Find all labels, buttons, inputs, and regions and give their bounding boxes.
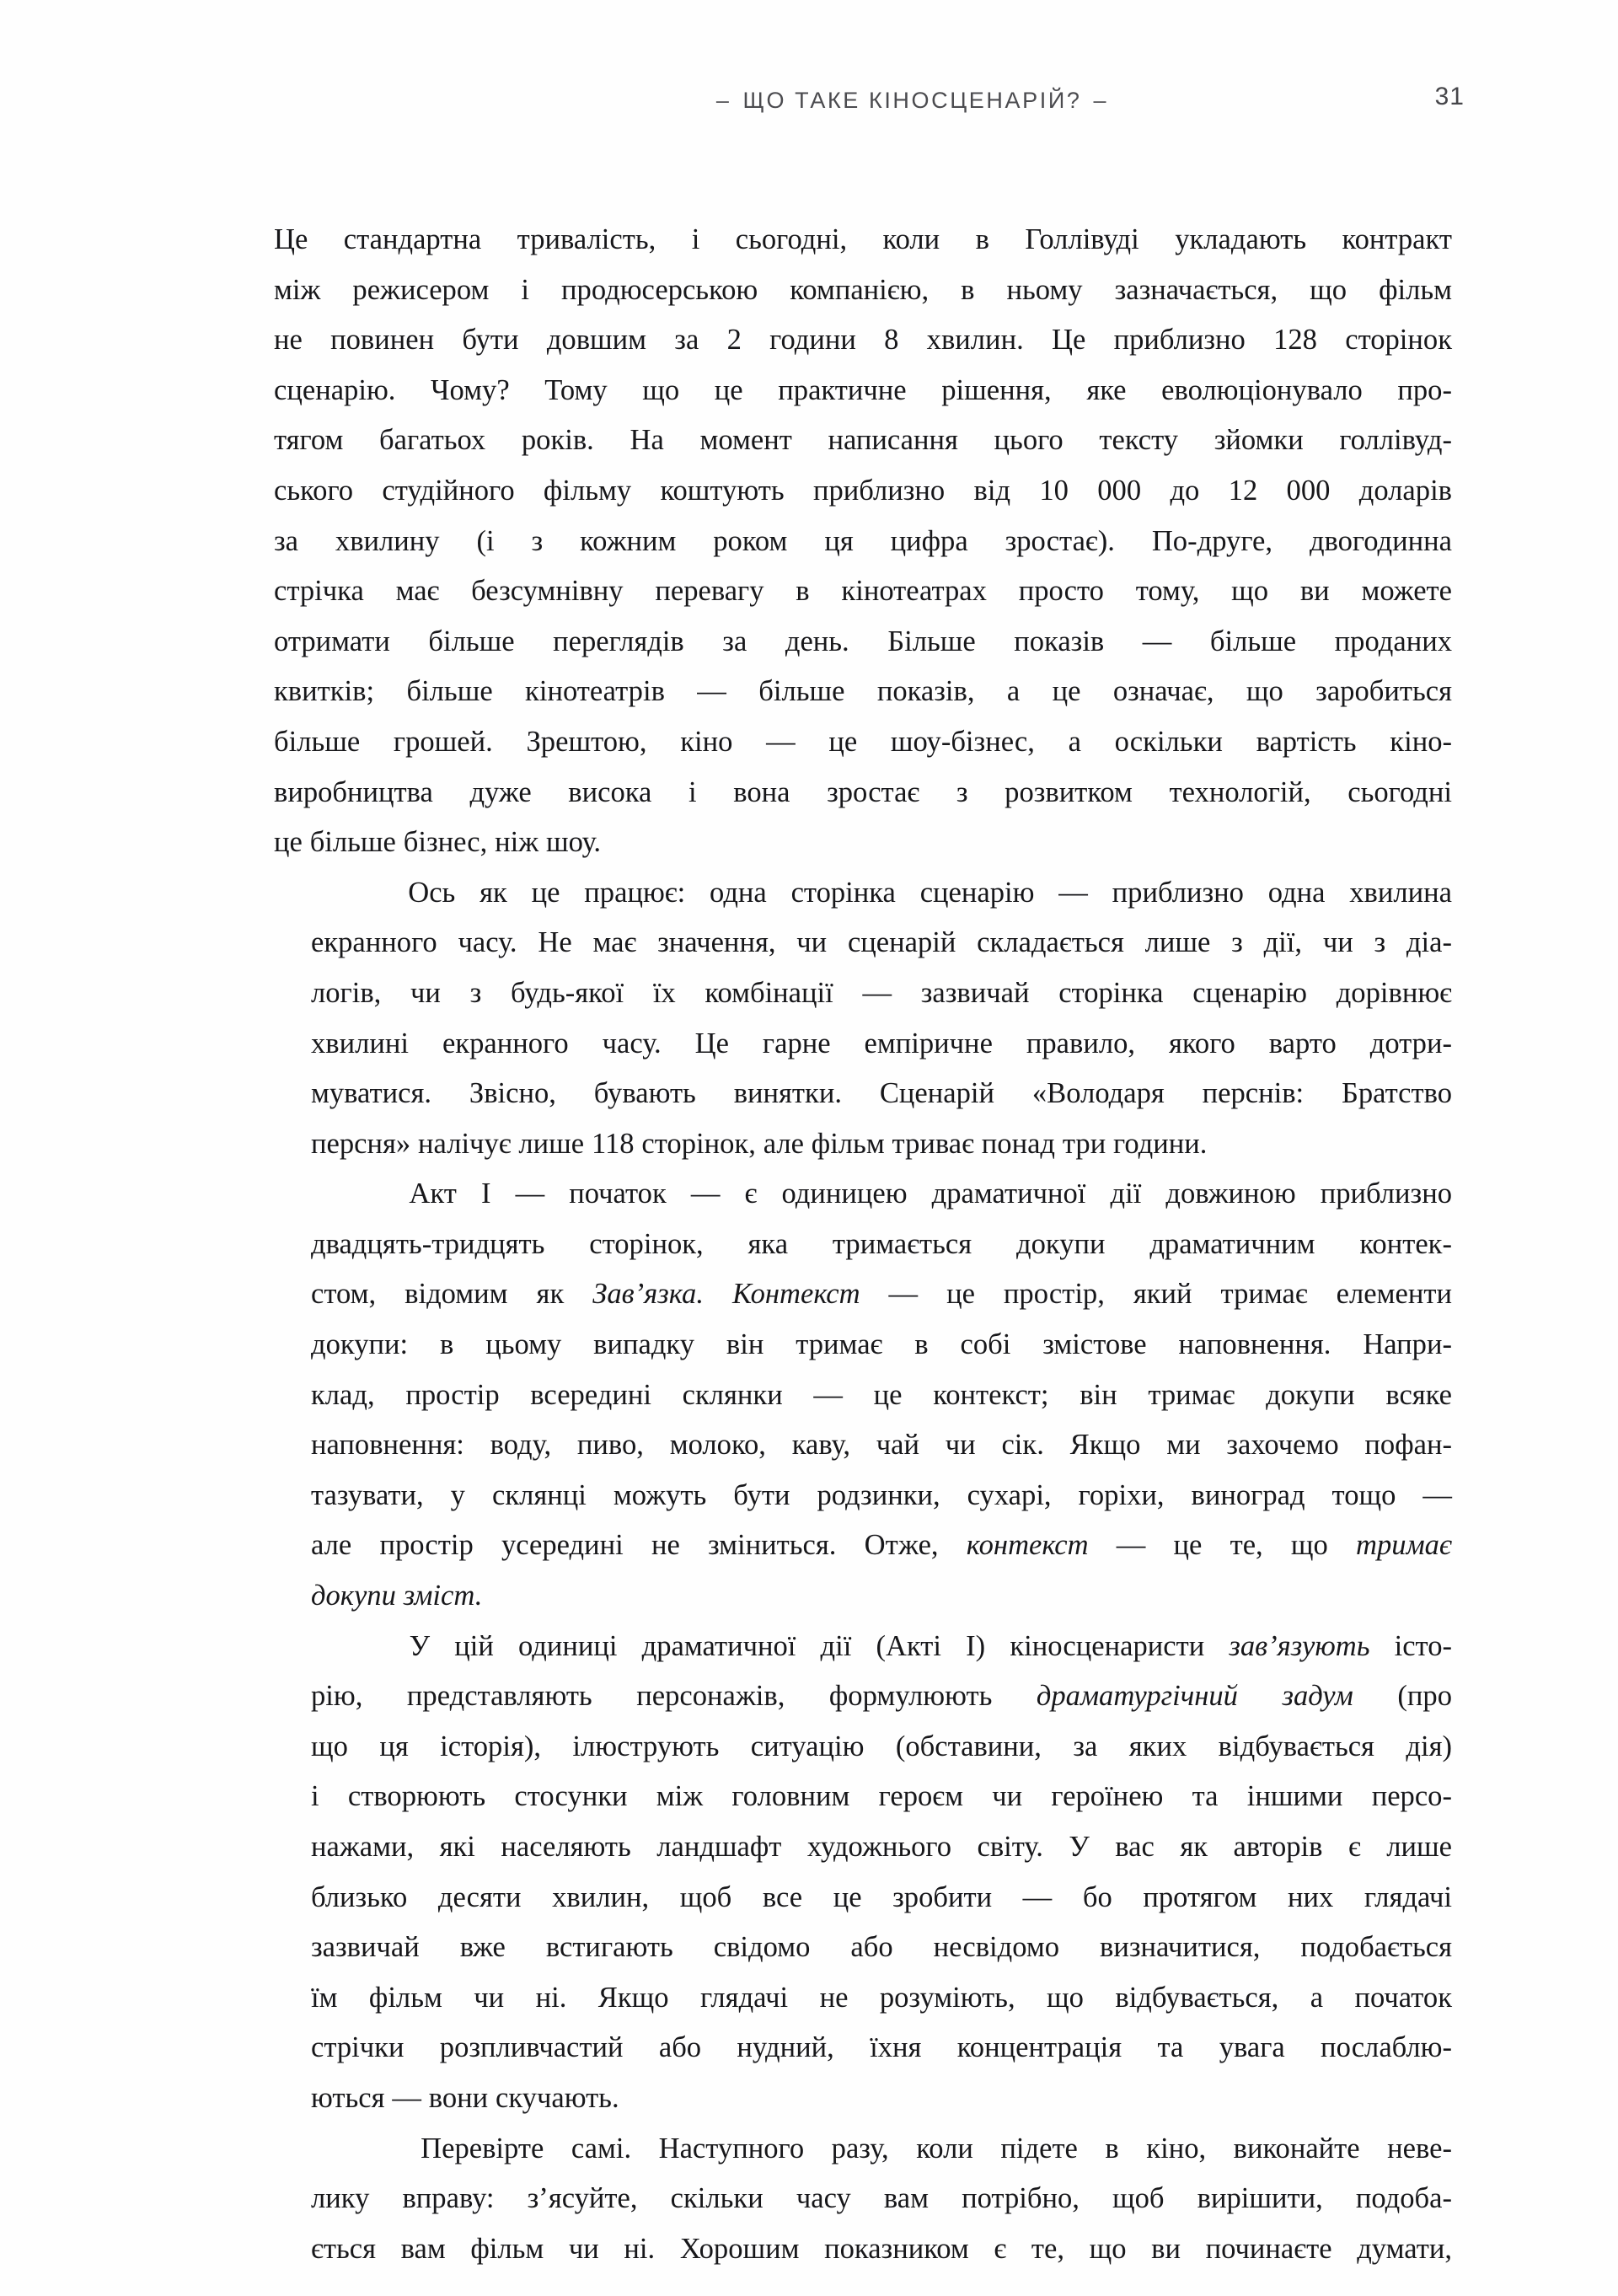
paragraph-4 xyxy=(274,1622,1452,2124)
running-head-dash-right: – xyxy=(1093,87,1109,113)
text-line xyxy=(274,1571,1452,1622)
paragraph-3 xyxy=(274,1169,1452,1621)
text-line: клад, простір всередині склянки — це контекст; він тримає докупи всяке xyxy=(311,1378,1452,1411)
text-line-content: Акт I — початок — є одиницею драматичної дії довжиною приблизно xyxy=(409,1178,1452,1210)
italic-term: зав’язують xyxy=(1229,1629,1370,1662)
running-head-title xyxy=(274,88,1449,114)
text-line: між режисером і продюсерською компанією, в ньому зазначається, що фільм xyxy=(274,273,1452,306)
text-line: квитків; більше кінотеатрів — більше показів, а це означає, що заробиться xyxy=(274,675,1452,708)
text-line xyxy=(274,868,1452,919)
text-line-content: Перевірте самі. Наступного разу, коли підете в кіно, виконайте неве- xyxy=(421,2132,1453,2165)
text-line: нажами, які населяють ландшафт художнього світу. У вас як авторів є лише xyxy=(311,1831,1452,1863)
body-text-block xyxy=(274,215,1452,2274)
text-line: але простір усередині не зміниться. Отже, контекст — це те, що тримає xyxy=(311,1529,1453,1562)
text-line: і створюють стосунки між головним героєм чи героїнею та іншими персо- xyxy=(311,1780,1452,1813)
text-line: докупи: в цьому випадку він тримає в собі змістове наповнення. Напри- xyxy=(311,1328,1452,1361)
text-line: персня» налічує лише 118 сторінок, але фільм триває понад три години. xyxy=(311,1127,1208,1160)
text-line: двадцять-тридцять сторінок, яка тримається докупи драматичним контек- xyxy=(311,1227,1452,1260)
text-line: стом, відомим як Зав’язка. Контекст — це простір, який тримає елементи xyxy=(311,1278,1452,1311)
text-line: отримати більше переглядів за день. Більше показів — більше проданих xyxy=(274,625,1452,657)
running-head-chapter-title: ЩО ТАКЕ КІНОСЦЕНАРІЙ? xyxy=(742,87,1082,113)
text-line: ється вам фільм чи ні. Хорошим показником є те, що ви починаєте думати, xyxy=(311,2232,1452,2265)
italic-term: драматургічний задум xyxy=(1036,1680,1353,1713)
text-line: рію, представляють персонажів, формулюють драматургічний задум (про xyxy=(311,1680,1452,1713)
page-number: 31 xyxy=(1434,83,1465,110)
text-line-content: Ось як це працює: одна сторінка сценарію — приблизно одна хвилина xyxy=(408,876,1453,909)
text-line: тягом багатьох років. На момент написання цього тексту зйомки голлівуд- xyxy=(274,424,1452,457)
text-line: виробництва дуже висока і вона зростає з розвитком технологій, сьогодні xyxy=(274,775,1452,808)
text-line: лику вправу: з’ясуйте, скільки часу вам потрібно, щоб вирішити, подоба- xyxy=(311,2182,1452,2215)
text-line: стрічка має безсумнівну перевагу в кінотеатрах просто тому, що ви можете xyxy=(274,575,1452,608)
text-line: У цій одиниці драматичної дії (Акті I) кіносценаристи зав’язують істо- xyxy=(311,1629,1452,1662)
text-line: зазвичай вже встигають свідомо або несвідомо визначитися, подобається xyxy=(311,1931,1452,1964)
text-line: сценарію. Чому? Тому що це практичне рішення, яке еволюціонувало про- xyxy=(274,373,1452,406)
paragraph-1 xyxy=(274,215,1452,868)
text-line: більше грошей. Зрештою, кіно — це шоу-бізнес, а оскільки вартість кіно- xyxy=(274,725,1452,758)
text-line xyxy=(274,2124,1452,2175)
text-line: це більше бізнес, ніж шоу. xyxy=(274,826,602,859)
text-line: наповнення: воду, пиво, молоко, каву, чай чи сік. Якщо ми захочемо пофан- xyxy=(311,1429,1452,1462)
text-line: логів, чи з будь-якої їх комбінації — зазвичай сторінка сценарію дорівнює xyxy=(311,976,1452,1009)
running-head xyxy=(274,81,1465,120)
italic-term: контекст xyxy=(966,1529,1089,1562)
text-line: їм фільм чи ні. Якщо глядачі не розуміють, що відбувається, а початок xyxy=(311,1981,1452,2014)
paragraph-2 xyxy=(274,868,1452,1170)
text-line: ського студійного фільму коштують приблизно від 10 000 до 12 000 доларів xyxy=(274,474,1452,507)
italic-term: тримає xyxy=(1356,1529,1453,1562)
text-line: не повинен бути довшим за 2 години 8 хвилин. Це приблизно 128 сторінок xyxy=(274,324,1452,357)
text-line: за хвилину (і з кожним роком ця цифра зростає). По-друге, двогодинна xyxy=(274,524,1452,557)
text-line xyxy=(274,1169,1452,1220)
text-line: ються — вони скучають. xyxy=(311,2081,619,2114)
running-head-dash-left: – xyxy=(715,87,731,113)
text-line: муватися. Звісно, бувають винятки. Сценарій «Володаря перснів: Братство xyxy=(311,1077,1452,1110)
paragraph-5 xyxy=(274,2124,1452,2275)
italic-term: докупи зміст. xyxy=(311,1580,483,1612)
text-line: тазувати, у склянці можуть бути родзинки, сухарі, горіхи, виноград тощо — xyxy=(311,1478,1452,1511)
text-line: екранного часу. Не має значення, чи сценарій складається лише з дії, чи з діа- xyxy=(311,926,1452,959)
text-line: що ця історія), ілюструють ситуацію (обставини, за яких відбувається дія) xyxy=(311,1730,1452,1762)
text-line: хвилині екранного часу. Це гарне емпіричне правило, якого варто дотри- xyxy=(311,1027,1452,1059)
text-line: стрічки розпливчастий або нудний, їхня концентрація та увага послаблю- xyxy=(311,2031,1452,2064)
italic-term: Зав’язка. Контекст xyxy=(592,1278,860,1311)
text-line: Це стандартна тривалість, і сьогодні, коли в Голлівуді укладають контракт xyxy=(274,223,1452,255)
text-line: близько десяти хвилин, щоб все це зробити — бо протягом них глядачі xyxy=(311,1880,1452,1913)
